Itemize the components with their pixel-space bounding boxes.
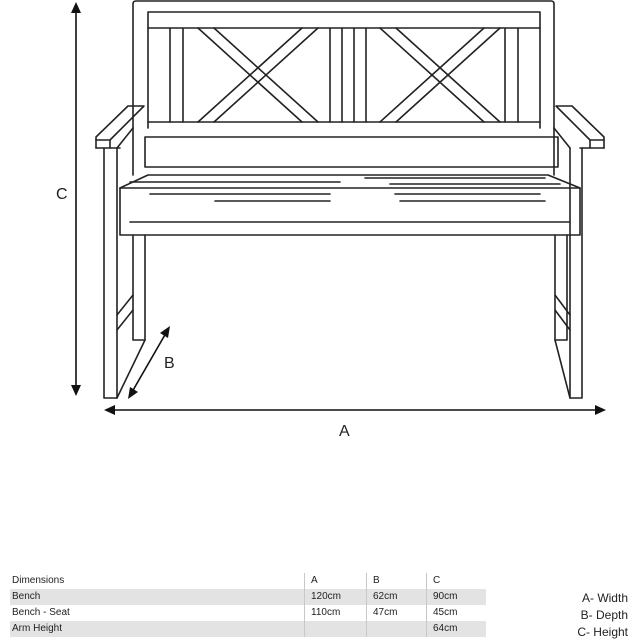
header-dimensions: Dimensions	[12, 575, 65, 586]
row-value-b: 62cm	[366, 589, 397, 605]
legend-height: C- Height	[577, 625, 628, 639]
dimension-label-c: C	[56, 186, 68, 203]
row-value-a: 110cm	[304, 605, 340, 621]
table-row	[10, 589, 486, 605]
row-value-c: 45cm	[426, 605, 457, 621]
header-a: A	[304, 573, 318, 589]
row-value-b: 47cm	[366, 605, 397, 621]
legend-width: A- Width	[581, 591, 628, 605]
table-header-row	[10, 573, 486, 589]
left-armrest	[96, 106, 144, 398]
backrest	[133, 1, 554, 128]
header-b: B	[366, 573, 380, 589]
lower-braces	[117, 295, 570, 398]
row-label: Bench - Seat	[12, 607, 70, 618]
dimension-legend	[577, 590, 628, 641]
front-legs	[133, 235, 567, 340]
row-value-c: 64cm	[426, 621, 457, 637]
dimensions-table	[10, 573, 486, 637]
right-armrest	[554, 106, 604, 398]
back-rail	[133, 128, 558, 175]
row-value-c: 90cm	[426, 589, 457, 605]
row-label: Arm Height	[12, 623, 63, 634]
row-value-a: 120cm	[304, 589, 341, 605]
seat	[120, 175, 580, 235]
table-row	[10, 605, 486, 621]
legend-depth: B- Depth	[580, 608, 628, 622]
row-value-a	[304, 621, 311, 637]
table-row	[10, 621, 486, 637]
dimension-arrows	[71, 2, 606, 415]
row-value-b	[366, 621, 373, 637]
row-label: Bench	[12, 591, 41, 602]
dimension-label-b: B	[164, 355, 175, 372]
dimension-label-a: A	[339, 423, 350, 440]
header-c: C	[426, 573, 440, 589]
